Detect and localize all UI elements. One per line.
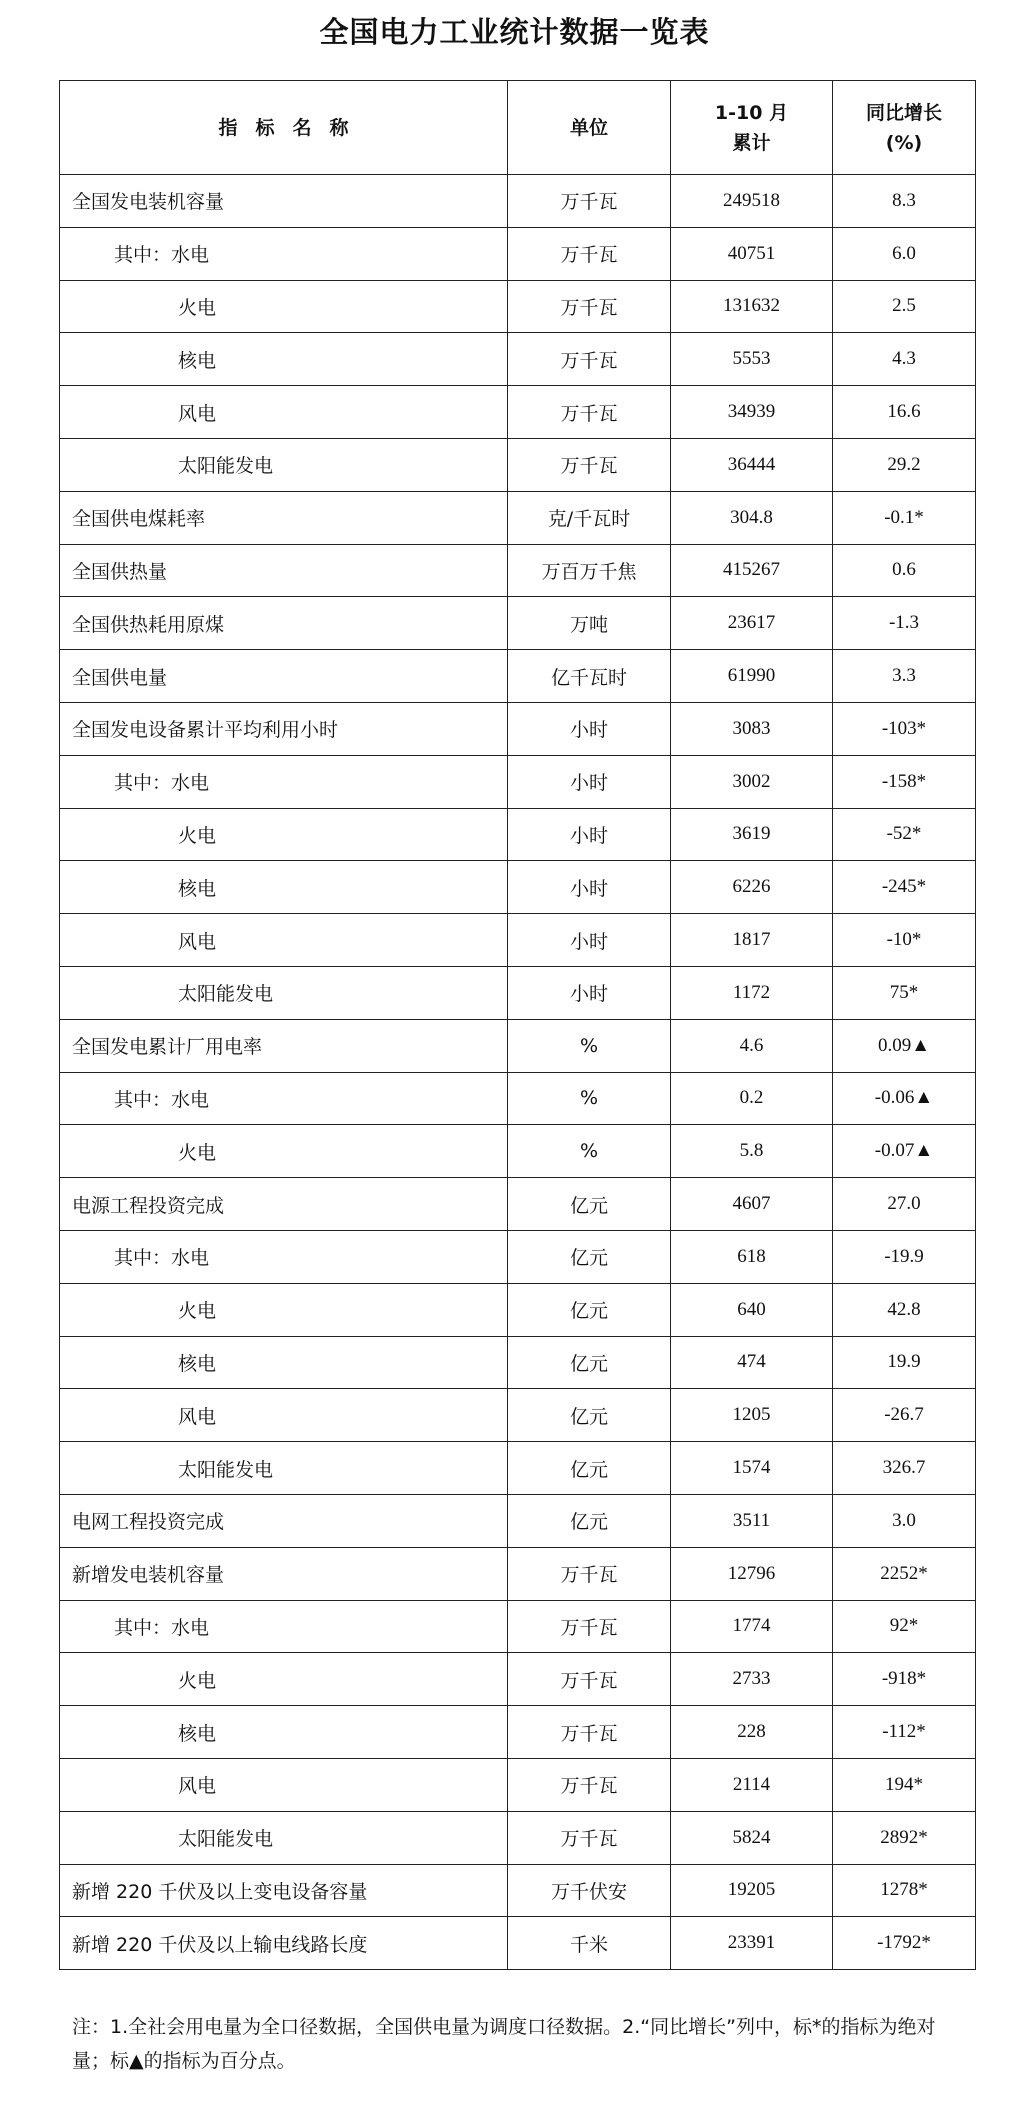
table-row xyxy=(60,1864,976,1917)
table-row xyxy=(60,1125,976,1178)
table-header-row xyxy=(60,81,976,175)
row-yoy-growth: -0.07▲ xyxy=(833,1125,976,1178)
row-cumulative-value: 474 xyxy=(671,1336,833,1389)
table-row xyxy=(60,702,976,755)
row-cumulative-value: 3002 xyxy=(671,755,833,808)
row-yoy-growth: 8.3 xyxy=(833,175,976,228)
table-row xyxy=(60,808,976,861)
row-unit: % xyxy=(508,1125,671,1178)
row-yoy-growth: 3.3 xyxy=(833,650,976,703)
table-row xyxy=(60,544,976,597)
row-unit: 克/千瓦时 xyxy=(508,491,671,544)
row-yoy-growth: -158* xyxy=(833,755,976,808)
row-indicator-name: 全国供电煤耗率 xyxy=(60,491,508,544)
row-indicator-name: 核电 xyxy=(60,1706,508,1759)
row-indicator-name: 太阳能发电 xyxy=(60,1811,508,1864)
row-unit: 亿元 xyxy=(508,1336,671,1389)
row-cumulative-value: 61990 xyxy=(671,650,833,703)
row-indicator-name: 全国发电设备累计平均利用小时 xyxy=(60,702,508,755)
row-yoy-growth: -1792* xyxy=(833,1917,976,1970)
row-indicator-name: 新增 220 千伏及以上输电线路长度 xyxy=(60,1917,508,1970)
row-indicator-name: 新增 220 千伏及以上变电设备容量 xyxy=(60,1864,508,1917)
row-unit: 万千瓦 xyxy=(508,1547,671,1600)
row-unit: 亿元 xyxy=(508,1283,671,1336)
row-cumulative-value: 304.8 xyxy=(671,491,833,544)
row-yoy-growth: -112* xyxy=(833,1706,976,1759)
row-yoy-growth: 29.2 xyxy=(833,438,976,491)
row-indicator-name: 电网工程投资完成 xyxy=(60,1494,508,1547)
row-unit: 亿元 xyxy=(508,1230,671,1283)
table-row xyxy=(60,175,976,228)
table-row xyxy=(60,1758,976,1811)
row-unit: 万千瓦 xyxy=(508,1653,671,1706)
header-unit: 单位 xyxy=(508,81,671,175)
row-indicator-name: 风电 xyxy=(60,1389,508,1442)
table-row xyxy=(60,966,976,1019)
header-cumulative-line1: 1-10 月 xyxy=(714,101,789,124)
row-indicator-name: 太阳能发电 xyxy=(60,966,508,1019)
row-yoy-growth: -0.1* xyxy=(833,491,976,544)
table-row xyxy=(60,1389,976,1442)
row-yoy-growth: -19.9 xyxy=(833,1230,976,1283)
row-cumulative-value: 618 xyxy=(671,1230,833,1283)
row-indicator-name: 核电 xyxy=(60,333,508,386)
row-unit: 小时 xyxy=(508,702,671,755)
table-row xyxy=(60,1494,976,1547)
row-indicator-name: 全国发电累计厂用电率 xyxy=(60,1019,508,1072)
header-yoy-line1: 同比增长 xyxy=(865,101,942,124)
row-unit: 万千瓦 xyxy=(508,333,671,386)
table-row xyxy=(60,333,976,386)
row-yoy-growth: -1.3 xyxy=(833,597,976,650)
row-yoy-growth: 0.6 xyxy=(833,544,976,597)
row-indicator-name: 火电 xyxy=(60,280,508,333)
row-cumulative-value: 36444 xyxy=(671,438,833,491)
row-cumulative-value: 3083 xyxy=(671,702,833,755)
row-yoy-growth: 75* xyxy=(833,966,976,1019)
row-cumulative-value: 4.6 xyxy=(671,1019,833,1072)
row-unit: 亿千瓦时 xyxy=(508,650,671,703)
row-indicator-name: 全国供电量 xyxy=(60,650,508,703)
row-cumulative-value: 5.8 xyxy=(671,1125,833,1178)
row-unit: 万千瓦 xyxy=(508,227,671,280)
table-row xyxy=(60,1072,976,1125)
row-unit: 万千瓦 xyxy=(508,438,671,491)
row-cumulative-value: 415267 xyxy=(671,544,833,597)
row-unit: 万千瓦 xyxy=(508,175,671,228)
table-row xyxy=(60,1336,976,1389)
row-yoy-growth: 0.09▲ xyxy=(833,1019,976,1072)
table-row xyxy=(60,1706,976,1759)
row-cumulative-value: 23391 xyxy=(671,1917,833,1970)
table-row xyxy=(60,280,976,333)
row-yoy-growth: 42.8 xyxy=(833,1283,976,1336)
header-yoy-line2: (%) xyxy=(885,131,923,154)
row-yoy-growth: 6.0 xyxy=(833,227,976,280)
row-unit: 万百万千焦 xyxy=(508,544,671,597)
table-row xyxy=(60,1178,976,1231)
row-cumulative-value: 5553 xyxy=(671,333,833,386)
row-indicator-name: 其中：水电 xyxy=(60,227,508,280)
row-cumulative-value: 249518 xyxy=(671,175,833,228)
row-yoy-growth: 16.6 xyxy=(833,386,976,439)
row-indicator-name: 太阳能发电 xyxy=(60,1442,508,1495)
row-cumulative-value: 2114 xyxy=(671,1758,833,1811)
row-cumulative-value: 4607 xyxy=(671,1178,833,1231)
row-cumulative-value: 1172 xyxy=(671,966,833,1019)
table-row xyxy=(60,1811,976,1864)
table-row xyxy=(60,1230,976,1283)
row-indicator-name: 风电 xyxy=(60,1758,508,1811)
table-row xyxy=(60,386,976,439)
row-yoy-growth: 92* xyxy=(833,1600,976,1653)
table-row xyxy=(60,861,976,914)
header-indicator-name xyxy=(60,81,508,175)
row-cumulative-value: 23617 xyxy=(671,597,833,650)
row-cumulative-value: 3619 xyxy=(671,808,833,861)
table-row xyxy=(60,650,976,703)
row-indicator-name: 其中：水电 xyxy=(60,1600,508,1653)
row-unit: 万千瓦 xyxy=(508,1706,671,1759)
row-cumulative-value: 1817 xyxy=(671,914,833,967)
row-cumulative-value: 1774 xyxy=(671,1600,833,1653)
header-cumulative xyxy=(671,81,833,175)
row-unit: 千米 xyxy=(508,1917,671,1970)
row-cumulative-value: 34939 xyxy=(671,386,833,439)
row-yoy-growth: 4.3 xyxy=(833,333,976,386)
row-cumulative-value: 1205 xyxy=(671,1389,833,1442)
row-yoy-growth: 19.9 xyxy=(833,1336,976,1389)
table-row xyxy=(60,755,976,808)
row-cumulative-value: 2733 xyxy=(671,1653,833,1706)
row-cumulative-value: 228 xyxy=(671,1706,833,1759)
row-cumulative-value: 12796 xyxy=(671,1547,833,1600)
table-row xyxy=(60,227,976,280)
row-indicator-name: 其中：水电 xyxy=(60,755,508,808)
row-indicator-name: 其中：水电 xyxy=(60,1230,508,1283)
statistics-table xyxy=(59,80,976,1970)
row-yoy-growth: 1278* xyxy=(833,1864,976,1917)
row-cumulative-value: 5824 xyxy=(671,1811,833,1864)
row-unit: 小时 xyxy=(508,755,671,808)
row-cumulative-value: 19205 xyxy=(671,1864,833,1917)
row-unit: % xyxy=(508,1072,671,1125)
row-unit: 小时 xyxy=(508,966,671,1019)
row-unit: 亿元 xyxy=(508,1494,671,1547)
row-unit: 万千瓦 xyxy=(508,1758,671,1811)
row-unit: 万千瓦 xyxy=(508,280,671,333)
row-yoy-growth: -245* xyxy=(833,861,976,914)
row-unit: 亿元 xyxy=(508,1178,671,1231)
row-yoy-growth: 194* xyxy=(833,1758,976,1811)
row-indicator-name: 太阳能发电 xyxy=(60,438,508,491)
header-indicator-name-label: 指标名称 xyxy=(218,116,367,139)
row-indicator-name: 其中：水电 xyxy=(60,1072,508,1125)
header-cumulative-line2: 累计 xyxy=(732,131,771,154)
table-row xyxy=(60,1442,976,1495)
row-indicator-name: 核电 xyxy=(60,861,508,914)
row-cumulative-value: 40751 xyxy=(671,227,833,280)
table-row xyxy=(60,1653,976,1706)
row-yoy-growth: -918* xyxy=(833,1653,976,1706)
table-row xyxy=(60,914,976,967)
table-row xyxy=(60,1547,976,1600)
row-indicator-name: 火电 xyxy=(60,1283,508,1336)
table-row xyxy=(60,1917,976,1970)
row-yoy-growth: 2.5 xyxy=(833,280,976,333)
row-unit: 万吨 xyxy=(508,597,671,650)
header-yoy xyxy=(833,81,976,175)
row-indicator-name: 核电 xyxy=(60,1336,508,1389)
table-body xyxy=(60,175,976,1970)
row-indicator-name: 风电 xyxy=(60,914,508,967)
row-indicator-name: 全国供热量 xyxy=(60,544,508,597)
row-unit: 万千瓦 xyxy=(508,386,671,439)
row-yoy-growth: -26.7 xyxy=(833,1389,976,1442)
row-yoy-growth: -52* xyxy=(833,808,976,861)
row-indicator-name: 电源工程投资完成 xyxy=(60,1178,508,1231)
row-unit: 小时 xyxy=(508,861,671,914)
table-row xyxy=(60,491,976,544)
row-yoy-growth: -0.06▲ xyxy=(833,1072,976,1125)
table-row xyxy=(60,1283,976,1336)
page-title: 全国电力工业统计数据一览表 xyxy=(319,15,710,49)
row-yoy-growth: 27.0 xyxy=(833,1178,976,1231)
row-yoy-growth: 2252* xyxy=(833,1547,976,1600)
row-unit: 万千瓦 xyxy=(508,1811,671,1864)
row-yoy-growth: 3.0 xyxy=(833,1494,976,1547)
row-unit: 万千瓦 xyxy=(508,1600,671,1653)
row-unit: 亿元 xyxy=(508,1442,671,1495)
row-cumulative-value: 640 xyxy=(671,1283,833,1336)
row-cumulative-value: 0.2 xyxy=(671,1072,833,1125)
footnote: 注：1.全社会用电量为全口径数据，全国供电量为调度口径数据。2.“同比增长”列中，标*的指标为绝对量；标▲的指标为百分点。 xyxy=(72,2016,936,2072)
row-indicator-name: 火电 xyxy=(60,1653,508,1706)
row-indicator-name: 火电 xyxy=(60,808,508,861)
row-indicator-name: 新增发电装机容量 xyxy=(60,1547,508,1600)
row-indicator-name: 全国供热耗用原煤 xyxy=(60,597,508,650)
table-row xyxy=(60,1600,976,1653)
row-unit: 小时 xyxy=(508,808,671,861)
row-yoy-growth: -10* xyxy=(833,914,976,967)
row-cumulative-value: 131632 xyxy=(671,280,833,333)
table-row xyxy=(60,597,976,650)
row-yoy-growth: 326.7 xyxy=(833,1442,976,1495)
row-yoy-growth: -103* xyxy=(833,702,976,755)
row-indicator-name: 全国发电装机容量 xyxy=(60,175,508,228)
row-cumulative-value: 3511 xyxy=(671,1494,833,1547)
row-cumulative-value: 1574 xyxy=(671,1442,833,1495)
row-unit: 亿元 xyxy=(508,1389,671,1442)
row-yoy-growth: 2892* xyxy=(833,1811,976,1864)
row-indicator-name: 火电 xyxy=(60,1125,508,1178)
row-cumulative-value: 6226 xyxy=(671,861,833,914)
row-unit: 万千伏安 xyxy=(508,1864,671,1917)
row-indicator-name: 风电 xyxy=(60,386,508,439)
table-row xyxy=(60,1019,976,1072)
table-row xyxy=(60,438,976,491)
row-unit: 小时 xyxy=(508,914,671,967)
row-unit: % xyxy=(508,1019,671,1072)
